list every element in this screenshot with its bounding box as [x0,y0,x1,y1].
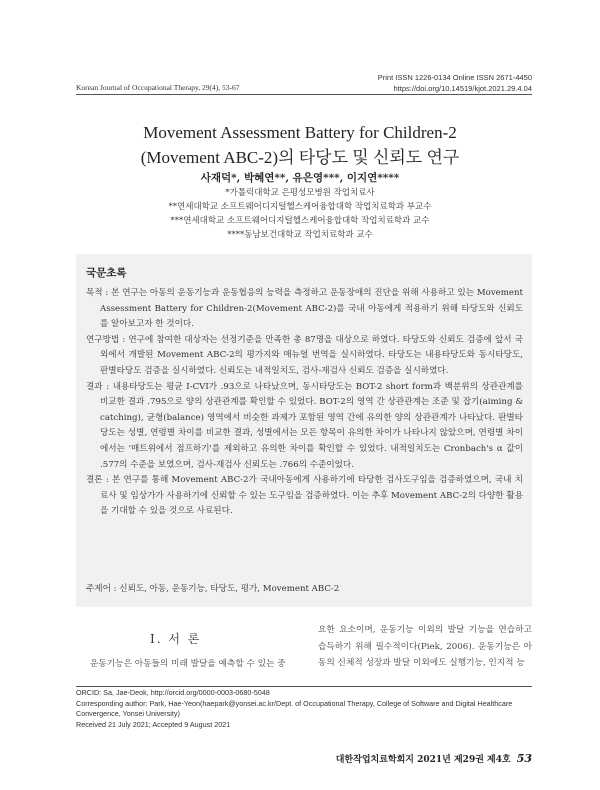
title-line-1: Movement Assessment Battery for Children-2 [143,123,457,142]
orcid-note: ORCID: Sa, Jae-Deok, http://orcid.org/0000-0003-0680-5048 [76,688,270,697]
author-list: 사재덕*, 박혜연**, 유은영***, 이지연**** [200,172,400,184]
affiliation-item: ****동남보건대학교 작업치료학과 교수 [227,230,373,240]
abstract-heading: 국문초록 [86,267,127,279]
affiliation-list [0,186,600,242]
section-heading-introduction: Ⅰ. 서 론 [150,632,202,646]
abstract-body [86,286,523,520]
page-footer [336,752,532,765]
received-date-note: Received 21 July 2021; Accepted 9 August 2021 [76,719,231,729]
abstract-results: 결과 : 내용타당도는 평균 I-CVI가 .93으로 나타났으며, 동시타당도는 BOT-2 short form과 백분위의 상관관계를 비교한 결과 .795으로 양의 상관관계를 확인할 수 있었다. BOT-2의 영역 간 상관관계는 조준 및 잡기(aiming & catching), 균형(balance) 영역에서 비슷한 과제가 포함된 영역 간에 유의한 양의 상관관계가 나타났다. 판별타당도는 성별, 연령별 차이를 비교한 결과, 성별에서는 모든 항목이 유의한 차이가 나타나지 않았으며, 연령별 차이에서는 '매트위에서 점프하기'를 제외하고 유의한 차이를 확인할 수 있었다. 내적일치도는 Cronbach's α 값이 .577의 수준을 보였으며, 검사-재검사 신뢰도는 .766의 수준이었다. [86,381,523,470]
title-line-2: (Movement ABC-2)의 타당도 및 신뢰도 연구 [140,148,460,167]
abstract-keywords: 주제어 : 신뢰도, 아동, 운동기능, 타당도, 평가, Movement ABC-2 [86,584,340,594]
footnote-rule [76,686,532,687]
header-rule [76,94,532,95]
affiliation-item: ***연세대학교 소프트웨어디지털헬스케어융합대학 작업치료학과 교수 [170,216,430,226]
corresponding-author-note: Corresponding author: Park, Hae-Yeon(haepark@yonsei.ac.kr/Dept. of Occupational Therapy, College of Software and Digital Healthcare Convergence, Yonsei University) [76,698,513,718]
page-number: 53 [516,752,532,765]
abstract-box [76,254,532,607]
abstract-methods: 연구방법 : 연구에 참여한 대상자는 선정기준을 만족한 총 87명을 대상으로 하였다. 타당도와 신뢰도 검증에 앞서 국외에서 개발된 Movement ABC-2의 평가지와 매뉴얼 번역을 실시하였다. 타당도는 내용타당도와 동시타당도, 판별타당도 검증을 실시하였다. 신뢰도는 내적일치도, 검사-재검사 신뢰도 검증을 실시하였다. [86,334,523,376]
affiliation-item: *가톨릭대학교 은평성모병원 작업치료사 [225,188,375,198]
issn-line: Print ISSN 1226-0134 Online ISSN 2671-4450 [377,73,532,82]
abstract-conclusion: 결론 : 본 연구를 통해 Movement ABC-2가 국내아동에게 사용하기에 타당한 검사도구임을 검증하였으며, 국내 치료사 및 임상가가 사용하기에 신뢰할 수 있는 도구임을 검증하였다. 이는 추후 Movement ABC-2의 다양한 활용을 기대할 수 있을 것으로 사료된다. [86,475,523,517]
affiliation-item: **연세대학교 소프트웨어디지털헬스케어융합대학 작업치료학과 부교수 [168,202,432,212]
footer-journal-issue: 대한작업치료학회지 2021년 제29권 제4호 [335,755,511,765]
body-column-right: 요한 요소이며, 운동기능 이외의 발달 기능을 연습하고 습득하기 위해 필수적이다(Piek, 2006). 운동기능은 아동의 신체적 성장과 발달 이외에도 실행기능, 인지적 능 [318,625,532,668]
issn-header [378,72,532,94]
footnotes [76,688,532,730]
abstract-purpose: 목적 : 본 연구는 아동의 운동기능과 운동협응의 능력을 측정하고 운동장애의 진단을 위해 사용하고 있는 Movement Assessment Battery for Children-2(Movement ABC-2)를 국내 아동에게 적용하기 위해 타당도와 신뢰도를 알아보고자 한 것이다. [86,288,523,330]
body-column-left: 운동기능은 아동들의 미래 발달을 예측할 수 있는 중 [90,659,286,669]
journal-citation: Korean Journal of Occupational Therapy, 29(4), 53-67 [76,83,240,92]
doi-line: https://doi.org/10.14519/kjot.2021.29.4.04 [393,84,532,93]
article-title [0,120,600,170]
